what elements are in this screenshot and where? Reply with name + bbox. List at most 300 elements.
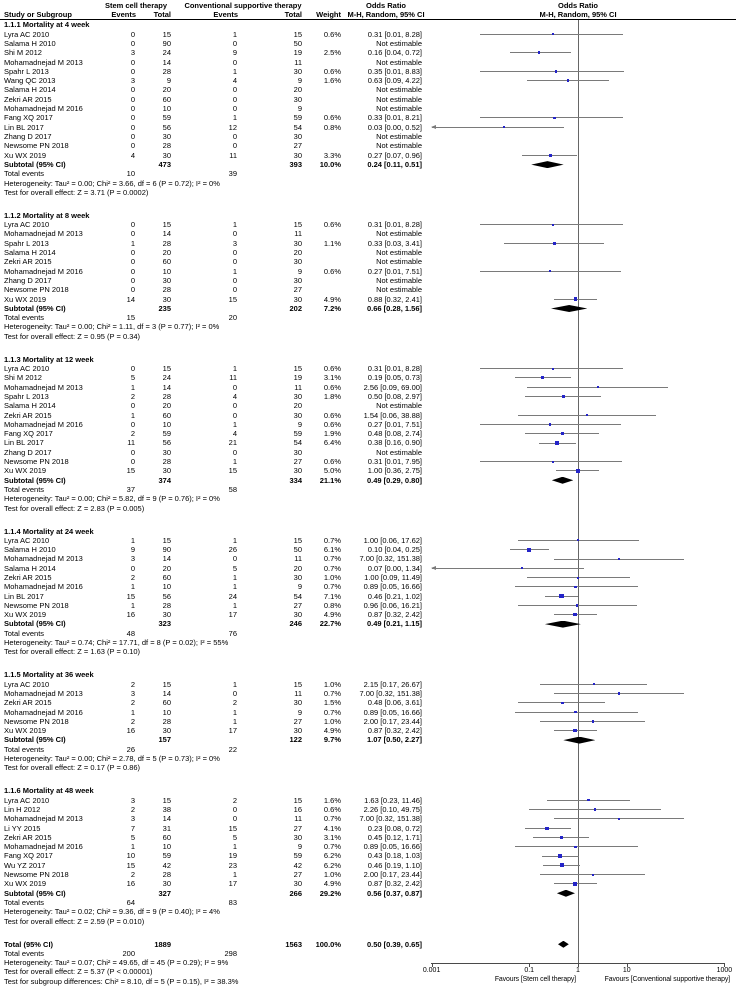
events1-value: 1 (130, 238, 135, 248)
total2-value: 9 (297, 266, 302, 276)
ci-line (480, 117, 622, 118)
total1-value: 24 (162, 373, 171, 383)
total2-value: 11 (294, 57, 302, 67)
study-row (0, 76, 736, 85)
total1-value: 10 (162, 582, 171, 592)
study-row (0, 698, 736, 707)
events2-value: 1 (232, 870, 237, 879)
total-events-row (0, 485, 736, 494)
or-ci-text: 1.63 [0.23, 11.46] (364, 795, 422, 805)
or-ci-text: 0.89 [0.05, 16.66] (363, 707, 422, 717)
total1-value: 10 (162, 104, 171, 113)
study-row (0, 448, 736, 457)
study-row (0, 545, 736, 554)
effect-marker (560, 863, 564, 867)
total-events-label: Total events (4, 744, 45, 754)
overall-effect-text: Test for overall effect: Z = 1.63 (P = 0.10) (4, 647, 141, 657)
total2-value: 15 (293, 535, 302, 545)
effect-marker (553, 117, 555, 119)
events1-value: 0 (130, 248, 135, 257)
or-ci-text: 7.00 [0.32, 151.38] (359, 814, 422, 824)
study-name: Newsome PN 2018 (4, 285, 69, 295)
effect-marker (576, 469, 580, 473)
study-row (0, 30, 736, 39)
weight-value: 0.7% (323, 842, 341, 852)
subtotal-label: Subtotal (95% CI) (4, 159, 66, 169)
effect-marker (549, 154, 552, 157)
events2-value: 1 (232, 66, 237, 76)
total2-value: 9 (297, 842, 302, 852)
events2-value: 1 (232, 842, 237, 852)
subgroup-diff-row (0, 977, 736, 986)
weight-value: 4.9% (323, 726, 341, 736)
events2-value: 0 (232, 257, 237, 267)
or-ci-text: 2.15 [0.17, 26.67] (363, 679, 422, 689)
effect-marker (592, 720, 594, 722)
subtotal-weight: 10.0% (319, 159, 341, 169)
effect-marker (567, 79, 570, 82)
events1-value: 4 (130, 150, 135, 160)
study-row (0, 295, 736, 304)
events1-value: 0 (130, 57, 135, 67)
study-row (0, 592, 736, 601)
study-name: Xu WX 2019 (4, 879, 47, 889)
study-name: Xu WX 2019 (4, 610, 47, 620)
study-name: Newsome PN 2018 (4, 141, 69, 151)
events2-value: 1 (232, 266, 237, 276)
events2-value: 0 (232, 382, 237, 392)
mh-ci-plot-header: M-H, Random, 95% CI (539, 10, 617, 19)
events2-value: 0 (232, 39, 237, 48)
study-row (0, 814, 736, 823)
heterogeneity-text: Heterogeneity: Tau² = 0.00; Chi² = 2.78, df = 5 (P = 0.73); I² = 0% (4, 754, 220, 763)
or-ci-text: 0.33 [0.01, 8.21] (367, 113, 422, 123)
events1-value: 0 (130, 401, 135, 411)
total2-value: 27 (293, 870, 302, 879)
events1-value: 0 (130, 131, 135, 141)
total2-value: 9 (297, 104, 302, 113)
effect-marker (552, 368, 554, 370)
total1-value: 14 (162, 382, 171, 392)
grand-or-ci: 0.50 [0.39, 0.65] (366, 939, 422, 949)
weight-value: 2.5% (323, 48, 341, 58)
study-name: Xu WX 2019 (4, 466, 47, 476)
total2-value: 30 (293, 391, 302, 401)
total1-value: 10 (162, 419, 171, 429)
events2-value: 0 (232, 104, 237, 113)
total2-value: 20 (293, 248, 302, 257)
subtotal-or-ci: 0.49 [0.29, 0.80] (366, 475, 422, 485)
events1-value: 0 (130, 275, 135, 285)
study-name: Mohamadnejad M 2016 (4, 842, 83, 852)
events2-value: 15 (228, 294, 237, 304)
study-name: Lin BL 2017 (4, 438, 44, 448)
weight-col-header: Weight (316, 10, 341, 19)
events1-value: 2 (130, 573, 135, 582)
subtotal-total1: 157 (158, 735, 171, 745)
heterogeneity-row (0, 494, 736, 503)
or-ci-text: Not estimable (376, 85, 422, 95)
events2-value: 0 (232, 275, 237, 285)
study-name: Salama H 2010 (4, 39, 56, 48)
overall-effect-text: Test for overall effect: Z = 0.17 (P = 0.86) (4, 763, 141, 773)
total2-value: 11 (294, 382, 302, 392)
total1-value: 30 (162, 150, 171, 160)
total2-value: 59 (293, 429, 302, 439)
events1-value: 9 (130, 545, 135, 555)
total2-value: 20 (293, 85, 302, 95)
or-ci-text: 0.46 [0.21, 1.02] (367, 591, 422, 601)
odds-ratio-col-header: Odds Ratio (365, 1, 406, 10)
total2-value: 11 (294, 229, 302, 239)
total1-value: 28 (162, 457, 171, 466)
total2-col-header: Total (284, 10, 302, 19)
or-ci-text: 0.38 [0.16, 0.90] (367, 438, 422, 448)
total1-value: 30 (162, 726, 171, 736)
events1-value: 10 (126, 851, 135, 861)
events1-value: 1 (130, 535, 135, 545)
heterogeneity-text: Heterogeneity: Tau² = 0.07; Chi² = 49.65, df = 45 (P = 0.29); I² = 9% (4, 958, 229, 968)
study-row (0, 457, 736, 466)
total2-value: 27 (293, 823, 302, 833)
study-name: Lyra AC 2010 (4, 535, 50, 545)
total1-value: 60 (162, 257, 171, 267)
study-name: Lin BL 2017 (4, 122, 44, 132)
total1-value: 28 (162, 238, 171, 248)
total1-value: 15 (162, 29, 171, 39)
total2-value: 30 (293, 610, 302, 620)
or-ci-text: 0.33 [0.03, 3.41] (367, 238, 422, 248)
or-ci-text: 0.46 [0.19, 1.10] (367, 860, 422, 870)
total1-value: 28 (162, 391, 171, 401)
events2-value: 21 (228, 438, 237, 448)
study-row (0, 861, 736, 870)
study-row (0, 392, 736, 401)
effect-marker (618, 818, 620, 820)
events1-value: 5 (130, 373, 135, 383)
events2-value: 0 (232, 229, 237, 239)
study-row (0, 833, 736, 842)
events1-value: 0 (130, 563, 135, 573)
events2-value: 0 (232, 141, 237, 151)
study-name: Lin BL 2017 (4, 591, 44, 601)
total-events-1: 200 (122, 948, 135, 958)
effect-marker (545, 827, 548, 830)
favours-left-label: Favours [Stem cell therapy] (494, 976, 576, 983)
effect-marker (577, 577, 579, 579)
study-name: Zhang D 2017 (4, 131, 52, 141)
total2-value: 50 (293, 39, 302, 48)
study-row (0, 373, 736, 382)
axis-tick-label: 1 (576, 967, 580, 974)
events2-value: 0 (232, 131, 237, 141)
study-name: Lyra AC 2010 (4, 364, 50, 373)
total-events-1: 10 (126, 169, 135, 179)
study-row (0, 536, 736, 545)
or-ci-text: 0.35 [0.01, 8.83] (367, 66, 422, 76)
events1-value: 0 (130, 29, 135, 39)
study-row (0, 420, 736, 429)
weight-value: 1.1% (323, 238, 341, 248)
total-events-2: 76 (228, 628, 237, 638)
effect-marker (521, 567, 523, 569)
total-events-label: Total events (4, 313, 45, 323)
total-events-label: Total events (4, 948, 45, 958)
study-row (0, 796, 736, 805)
total1-value: 56 (162, 438, 171, 448)
overall-effect-text: Test for overall effect: Z = 2.59 (P = 0.010) (4, 916, 145, 926)
total-events-2: 20 (228, 313, 237, 323)
study-name: Salama H 2010 (4, 545, 56, 555)
weight-value: 4.9% (323, 294, 341, 304)
total2-value: 54 (293, 591, 302, 601)
total1-value: 30 (162, 879, 171, 889)
study-name: Salama H 2014 (4, 248, 56, 257)
events1-value: 0 (130, 141, 135, 151)
axis-tick-label: 1000 (716, 967, 733, 974)
or-ci-text: 0.31 [0.01, 8.28] (367, 364, 422, 373)
heterogeneity-text: Heterogeneity: Tau² = 0.74; Chi² = 17.71, df = 8 (P = 0.02); I² = 55% (4, 638, 229, 647)
study-name: Fang XQ 2017 (4, 851, 53, 861)
subtotal-row (0, 889, 736, 898)
events2-value: 0 (232, 285, 237, 295)
group2-header: Conventional supportive therapy (184, 1, 302, 10)
total1-value: 60 (162, 573, 171, 582)
or-ci-text: 0.23 [0.08, 0.72] (367, 823, 422, 833)
section-title-row (0, 527, 736, 536)
total-events-1: 48 (126, 628, 135, 638)
events2-value: 0 (232, 410, 237, 420)
study-row (0, 573, 736, 582)
events1-value: 0 (130, 94, 135, 104)
or-ci-text: 0.03 [0.00, 0.52] (367, 122, 422, 132)
total1-value: 56 (162, 122, 171, 132)
or-ci-text: 0.88 [0.32, 2.41] (367, 294, 422, 304)
total1-value: 30 (162, 275, 171, 285)
events2-value: 3 (232, 238, 237, 248)
study-name: Mohamadnejad M 2013 (4, 229, 83, 239)
or-ci-text: 7.00 [0.32, 151.38] (359, 688, 422, 698)
or-ci-text: Not estimable (376, 141, 422, 151)
weight-value: 6.2% (323, 860, 341, 870)
events2-value: 24 (228, 591, 237, 601)
study-name: Zhang D 2017 (4, 447, 52, 457)
total1-value: 15 (162, 364, 171, 373)
subtotal-row (0, 160, 736, 169)
events1-value: 1 (130, 410, 135, 420)
overall-effect-text: Test for overall effect: Z = 0.95 (P = 0.34) (4, 331, 141, 341)
or-ci-text: 0.27 [0.01, 7.51] (367, 266, 422, 276)
study-name: Fang XQ 2017 (4, 429, 53, 439)
total2-value: 30 (293, 447, 302, 457)
overall-effect-row (0, 504, 736, 513)
study-row (0, 401, 736, 410)
total2-value: 19 (293, 48, 302, 58)
weight-value: 6.2% (323, 851, 341, 861)
total2-value: 11 (294, 688, 302, 698)
study-name: Mohamadnejad M 2013 (4, 688, 83, 698)
effect-marker (586, 414, 588, 416)
effect-marker (555, 70, 557, 72)
study-name: Mohamadnejad M 2016 (4, 266, 83, 276)
subtotal-label: Subtotal (95% CI) (4, 475, 66, 485)
study-name: Mohamadnejad M 2016 (4, 104, 83, 113)
or-ci-text: 2.00 [0.17, 23.44] (363, 870, 422, 879)
events2-value: 19 (228, 851, 237, 861)
or-ci-text: 0.89 [0.05, 16.66] (363, 582, 422, 592)
events1-value: 3 (130, 814, 135, 824)
effect-marker (559, 594, 563, 598)
total2-value: 30 (293, 832, 302, 842)
total-events-row (0, 898, 736, 907)
study-row (0, 564, 736, 573)
heterogeneity-row (0, 907, 736, 916)
events1-value: 0 (130, 113, 135, 123)
overall-effect-text: Test for overall effect: Z = 3.71 (P = 0.0002) (4, 187, 149, 197)
total2-value: 9 (297, 707, 302, 717)
total2-value: 15 (293, 679, 302, 689)
events1-value: 1 (130, 382, 135, 392)
events1-value: 15 (126, 591, 135, 601)
total2-value: 30 (293, 879, 302, 889)
events1-value: 0 (130, 257, 135, 267)
overall-effect-row (0, 188, 736, 197)
overall-effect-row (0, 917, 736, 926)
weight-value: 0.6% (323, 29, 341, 39)
total1-value: 30 (162, 447, 171, 457)
study-name: Lyra AC 2010 (4, 679, 50, 689)
total1-value: 14 (162, 814, 171, 824)
total1-value: 20 (162, 248, 171, 257)
or-ci-text: 0.50 [0.08, 2.97] (367, 391, 422, 401)
total-events-row (0, 629, 736, 638)
weight-value: 1.6% (323, 795, 341, 805)
subtotal-label: Subtotal (95% CI) (4, 888, 66, 898)
axis-tick-label: 0.1 (524, 967, 535, 974)
subtotal-or-ci: 1.07 [0.50, 2.27] (366, 735, 422, 745)
total2-value: 30 (293, 466, 302, 476)
events2-value: 1 (232, 220, 237, 230)
weight-value: 1.0% (323, 716, 341, 726)
total1-value: 30 (162, 131, 171, 141)
events2-value: 1 (232, 364, 237, 373)
events2-value: 5 (232, 563, 237, 573)
events2-value: 1 (232, 419, 237, 429)
total1-value: 15 (162, 679, 171, 689)
total2-value: 30 (293, 131, 302, 141)
total1-value: 30 (162, 294, 171, 304)
effect-marker (597, 386, 599, 388)
ci-line (432, 127, 565, 128)
subtotal-total1: 473 (158, 159, 171, 169)
study-row (0, 726, 736, 735)
study-row (0, 554, 736, 563)
study-name: Wang QC 2013 (4, 76, 56, 86)
study-name: Lyra AC 2010 (4, 795, 50, 805)
or-ci-text: 0.89 [0.05, 16.66] (363, 842, 422, 852)
total2-value: 27 (293, 141, 302, 151)
study-row (0, 39, 736, 48)
total2-value: 59 (293, 851, 302, 861)
total1-value: 28 (162, 870, 171, 879)
total1-value: 15 (162, 220, 171, 230)
events2-value: 1 (232, 582, 237, 592)
subtotal-weight: 22.7% (319, 619, 341, 629)
events2-value: 15 (228, 466, 237, 476)
study-name: Zekri AR 2015 (4, 573, 52, 582)
total1-value: 15 (162, 535, 171, 545)
heterogeneity-row (0, 638, 736, 647)
study-name: Lin H 2012 (4, 804, 41, 814)
weight-value: 4.9% (323, 879, 341, 889)
total1-value: 28 (162, 141, 171, 151)
total-events-1: 64 (126, 897, 135, 907)
total1-value: 28 (162, 66, 171, 76)
weight-value: 0.6% (323, 382, 341, 392)
pooled-diamond (552, 477, 574, 484)
study-row (0, 438, 736, 447)
total2-value: 9 (297, 419, 302, 429)
total1-value: 9 (166, 76, 171, 86)
study-name: Mohamadnejad M 2013 (4, 814, 83, 824)
study-name: Wu YZ 2017 (4, 860, 46, 870)
total-events-2: 58 (228, 484, 237, 494)
events2-value: 23 (228, 860, 237, 870)
subtotal-total2: 266 (289, 888, 302, 898)
total1-value: 31 (162, 823, 171, 833)
weight-value: 4.1% (323, 823, 341, 833)
events2-value: 17 (228, 879, 237, 889)
events1-value: 5 (130, 832, 135, 842)
weight-value: 0.7% (323, 707, 341, 717)
total-events-1: 37 (126, 484, 135, 494)
events1-value: 0 (130, 364, 135, 373)
study-name: Mohamadnejad M 2013 (4, 382, 83, 392)
study-row (0, 717, 736, 726)
heterogeneity-text: Heterogeneity: Tau² = 0.00; Chi² = 1.11, df = 3 (P = 0.77); I² = 0% (4, 322, 220, 332)
or-ci-text: Not estimable (376, 257, 422, 267)
effect-marker (618, 692, 620, 694)
or-ci-text: 0.45 [0.12, 1.71] (367, 832, 422, 842)
total-events-1: 15 (126, 313, 135, 323)
subtotal-label: Subtotal (95% CI) (4, 619, 66, 629)
events2-value: 11 (229, 373, 237, 383)
total-row (0, 940, 736, 949)
or-ci-text: 1.00 [0.36, 2.75] (367, 466, 422, 476)
or-ci-text: 0.87 [0.32, 2.42] (367, 726, 422, 736)
subtotal-weight: 7.2% (323, 303, 341, 313)
events2-value: 0 (232, 401, 237, 411)
subtotal-total1: 327 (158, 888, 171, 898)
events1-value: 0 (130, 220, 135, 230)
study-row (0, 123, 736, 132)
total2-value: 30 (293, 257, 302, 267)
pooled-diamond (557, 890, 575, 897)
study-row (0, 805, 736, 814)
events1-value: 3 (130, 76, 135, 86)
study-name: Salama H 2014 (4, 401, 56, 411)
total1-value: 60 (162, 832, 171, 842)
weight-value: 0.6% (323, 410, 341, 420)
effect-marker (594, 808, 596, 810)
effect-marker (558, 854, 562, 858)
section-title: 1.1.4 Mortality at 24 week (4, 526, 94, 536)
overall-effect-row (0, 647, 736, 656)
pooled-diamond (531, 161, 564, 168)
weight-value: 6.1% (323, 545, 341, 555)
events2-value: 1 (232, 716, 237, 726)
events2-value: 1 (232, 535, 237, 545)
